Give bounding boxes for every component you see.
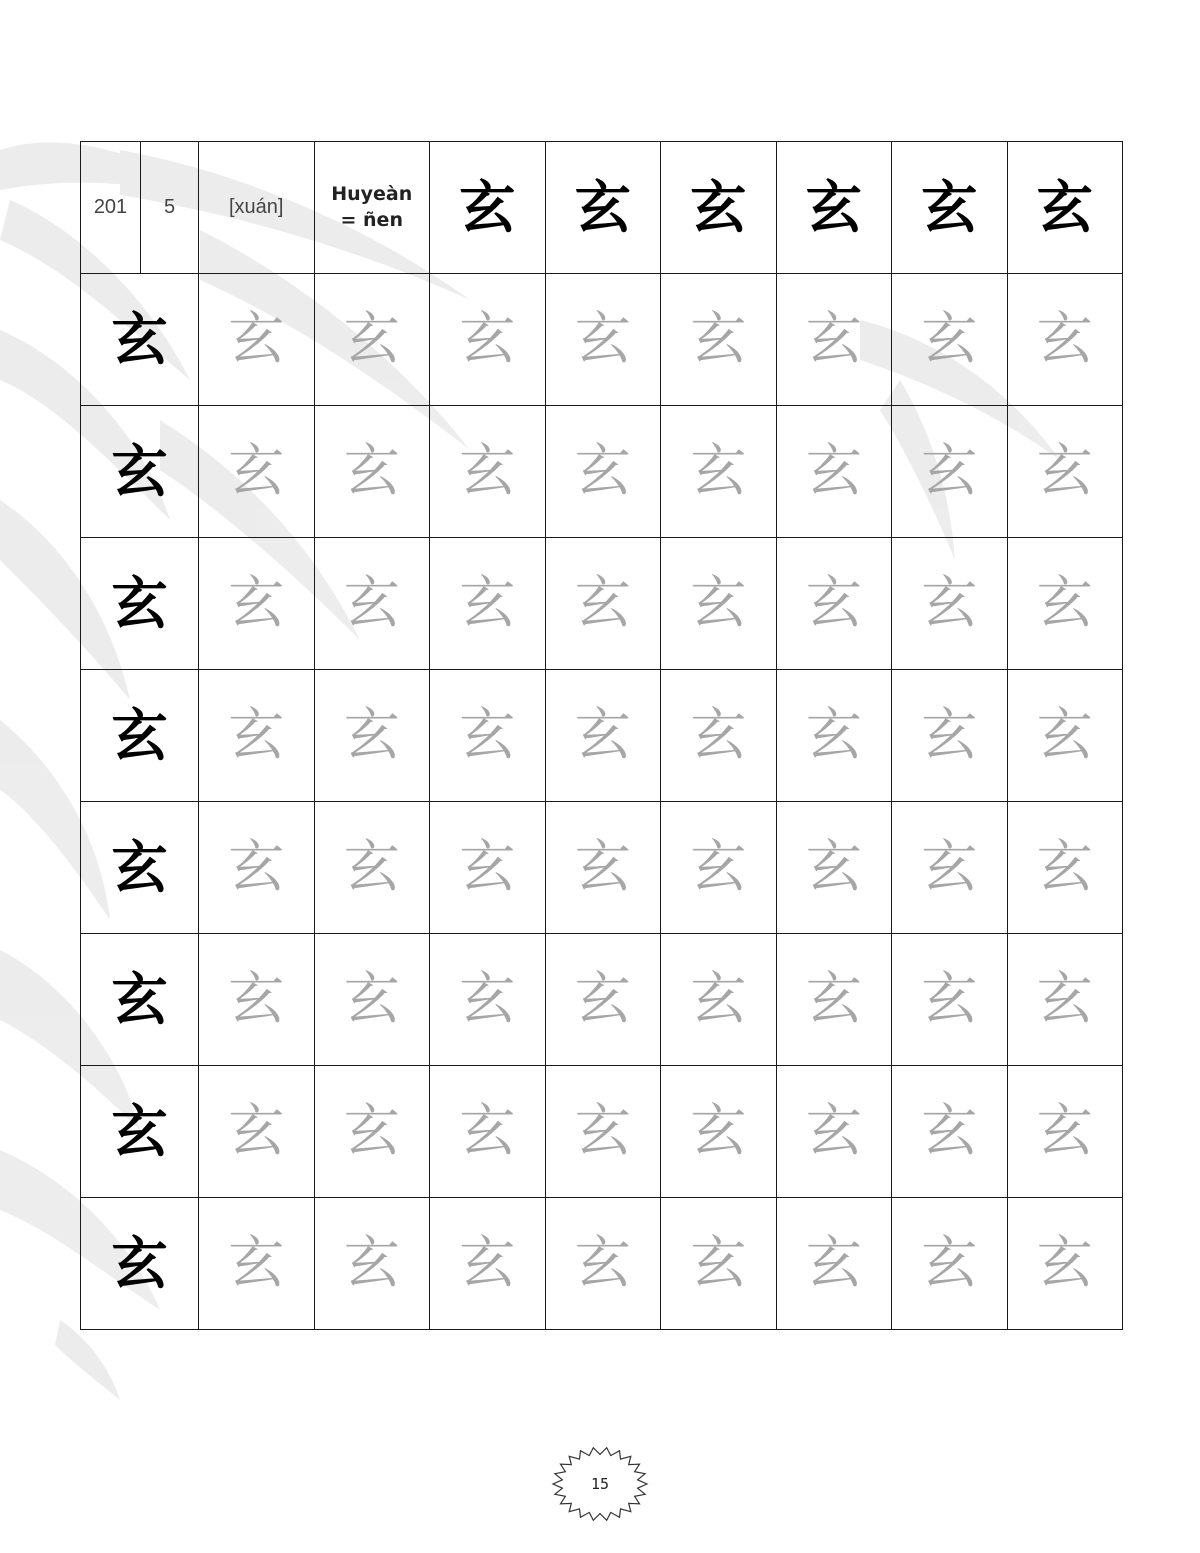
model-glyph: 玄 [81,406,199,538]
trace-glyph-cell[interactable]: 玄 [1007,934,1123,1066]
trace-glyph-cell[interactable]: 玄 [776,670,892,802]
practice-row [81,802,1123,934]
meaning-line-2: = ñen [340,208,403,231]
trace-glyph-cell[interactable]: 玄 [661,406,777,538]
trace-glyph-cell[interactable]: 玄 [314,802,430,934]
trace-glyph-cell[interactable]: 玄 [892,274,1008,406]
page-number-badge [550,1445,650,1523]
header-model-glyph: 玄 [892,142,1008,274]
trace-glyph-cell[interactable]: 玄 [892,1066,1008,1198]
model-glyph: 玄 [81,1066,199,1198]
trace-glyph-cell[interactable]: 玄 [430,802,546,934]
trace-glyph-cell[interactable]: 玄 [430,274,546,406]
trace-glyph-cell[interactable]: 玄 [661,274,777,406]
trace-glyph-cell[interactable]: 玄 [661,670,777,802]
trace-glyph-cell[interactable]: 玄 [199,406,315,538]
trace-glyph-cell[interactable]: 玄 [661,934,777,1066]
trace-glyph-cell[interactable]: 玄 [776,1066,892,1198]
pinyin: [xuán] [199,142,315,274]
trace-glyph-cell[interactable]: 玄 [1007,406,1123,538]
stroke-count: 5 [141,142,199,274]
trace-glyph-cell[interactable]: 玄 [661,1198,777,1330]
meaning-line-1: Huyeàn [331,182,413,205]
model-glyph: 玄 [81,274,199,406]
header-model-glyph: 玄 [661,142,777,274]
trace-glyph-cell[interactable]: 玄 [776,802,892,934]
trace-glyph-cell[interactable]: 玄 [892,406,1008,538]
header-model-glyph: 玄 [430,142,546,274]
header-model-glyph: 玄 [776,142,892,274]
trace-glyph-cell[interactable]: 玄 [545,406,661,538]
trace-glyph-cell[interactable]: 玄 [314,406,430,538]
practice-row [81,934,1123,1066]
model-glyph: 玄 [81,934,199,1066]
trace-glyph-cell[interactable]: 玄 [892,802,1008,934]
trace-glyph-cell[interactable]: 玄 [1007,1198,1123,1330]
trace-glyph-cell[interactable]: 玄 [199,802,315,934]
trace-glyph-cell[interactable]: 玄 [430,670,546,802]
practice-row [81,274,1123,406]
trace-glyph-cell[interactable]: 玄 [314,1198,430,1330]
trace-glyph-cell[interactable]: 玄 [545,1198,661,1330]
model-glyph: 玄 [81,538,199,670]
trace-glyph-cell[interactable]: 玄 [1007,802,1123,934]
trace-glyph-cell[interactable]: 玄 [314,538,430,670]
trace-glyph-cell[interactable]: 玄 [545,802,661,934]
trace-glyph-cell[interactable]: 玄 [661,802,777,934]
trace-glyph-cell[interactable]: 玄 [314,670,430,802]
trace-glyph-cell[interactable]: 玄 [1007,1066,1123,1198]
trace-glyph-cell[interactable]: 玄 [892,1198,1008,1330]
trace-glyph-cell[interactable]: 玄 [545,670,661,802]
trace-glyph-cell[interactable]: 玄 [776,538,892,670]
trace-glyph-cell[interactable]: 玄 [892,934,1008,1066]
practice-grid [80,141,1123,1330]
trace-glyph-cell[interactable]: 玄 [545,538,661,670]
practice-row [81,1198,1123,1330]
trace-glyph-cell[interactable]: 玄 [776,274,892,406]
page-number: 15 [590,1475,610,1493]
trace-glyph-cell[interactable]: 玄 [892,538,1008,670]
trace-glyph-cell[interactable]: 玄 [430,538,546,670]
trace-glyph-cell[interactable]: 玄 [430,1198,546,1330]
header-model-glyph: 玄 [545,142,661,274]
trace-glyph-cell[interactable]: 玄 [545,274,661,406]
practice-row [81,670,1123,802]
trace-glyph-cell[interactable]: 玄 [430,934,546,1066]
trace-glyph-cell[interactable]: 玄 [776,406,892,538]
model-glyph: 玄 [81,802,199,934]
trace-glyph-cell[interactable]: 玄 [1007,538,1123,670]
trace-glyph-cell[interactable]: 玄 [892,670,1008,802]
trace-glyph-cell[interactable]: 玄 [199,1198,315,1330]
trace-glyph-cell[interactable]: 玄 [430,406,546,538]
header-row [81,142,1123,274]
trace-glyph-cell[interactable]: 玄 [199,1066,315,1198]
trace-glyph-cell[interactable]: 玄 [199,934,315,1066]
trace-glyph-cell[interactable]: 玄 [661,538,777,670]
trace-glyph-cell[interactable]: 玄 [1007,670,1123,802]
meaning [314,142,430,274]
trace-glyph-cell[interactable]: 玄 [199,670,315,802]
model-glyph: 玄 [81,670,199,802]
trace-glyph-cell[interactable]: 玄 [776,934,892,1066]
trace-glyph-cell[interactable]: 玄 [776,1198,892,1330]
trace-glyph-cell[interactable]: 玄 [314,274,430,406]
trace-glyph-cell[interactable]: 玄 [1007,274,1123,406]
trace-glyph-cell[interactable]: 玄 [314,934,430,1066]
trace-glyph-cell[interactable]: 玄 [314,1066,430,1198]
trace-glyph-cell[interactable]: 玄 [430,1066,546,1198]
trace-glyph-cell[interactable]: 玄 [661,1066,777,1198]
trace-glyph-cell[interactable]: 玄 [545,1066,661,1198]
model-glyph: 玄 [81,1198,199,1330]
header-model-glyph: 玄 [1007,142,1123,274]
entry-index: 201 [81,142,141,274]
trace-glyph-cell[interactable]: 玄 [545,934,661,1066]
trace-glyph-cell[interactable]: 玄 [199,538,315,670]
practice-row [81,538,1123,670]
practice-row [81,406,1123,538]
practice-row [81,1066,1123,1198]
trace-glyph-cell[interactable]: 玄 [199,274,315,406]
